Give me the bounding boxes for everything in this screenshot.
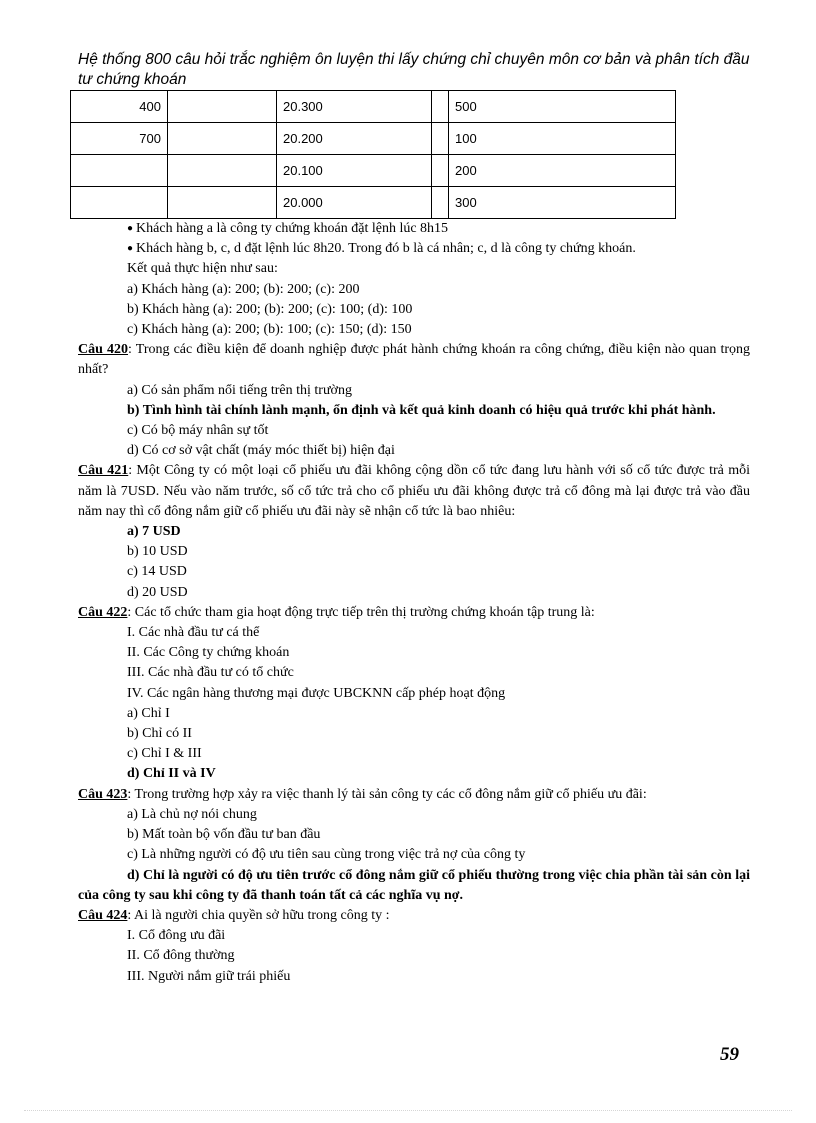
question-number: Câu 422 <box>78 604 128 620</box>
question-421 <box>78 461 750 522</box>
table-cell <box>432 91 449 123</box>
answer-option: b) Chỉ có II <box>127 726 192 742</box>
statement-item: II. Các Công ty chứng khoán <box>127 645 290 661</box>
statement-item: I. Các nhà đầu tư cá thể <box>127 625 260 641</box>
question-text: : Các tổ chức tham gia hoạt động trực tiếp trên thị trường chứng khoán tập trung là: <box>127 604 595 620</box>
table-cell: 20.300 <box>277 91 432 123</box>
question-number: Câu 424 <box>78 907 128 923</box>
question-number: Câu 421 <box>78 463 129 479</box>
table-cell <box>432 187 449 219</box>
table-cell: 100 <box>449 123 676 155</box>
table-cell <box>168 91 277 123</box>
table-cell: 20.100 <box>277 155 432 187</box>
answer-option-correct: d) Chỉ là người có độ ưu tiên trước cổ đông nắm giữ cổ phiếu thường trong việc chia phần tài sản còn lại của công ty sau khi công ty đã thanh toán tất cả các nghĩa vụ nợ. <box>78 867 750 903</box>
table-cell: 20.200 <box>277 123 432 155</box>
question-423 <box>78 785 750 805</box>
bullet-icon: ● <box>127 223 134 234</box>
question-number: Câu 420 <box>78 342 129 358</box>
answer-option: a) Là chủ nợ nói chung <box>127 806 257 822</box>
question-text: : Một Công ty có một loại cổ phiếu ưu đãi không cộng dồn cổ tức đang lưu hành với số cổ tức được trả mỗi năm là 7USD. Nếu vào năm trước, số cổ tức trả cho cổ phiếu ưu đãi không được trả cổ đông mà lại được trả vào đầu năm nay thì cổ đông nắm giữ cổ phiếu ưu đãi này sẽ nhận cổ tức là bao nhiêu: <box>78 463 750 519</box>
table-cell: 300 <box>449 187 676 219</box>
table-cell <box>71 155 168 187</box>
answer-option: c) Có bộ máy nhân sự tốt <box>127 423 269 439</box>
answer-option: a) Có sản phẩm nổi tiếng trên thị trường <box>127 382 352 398</box>
answer-option: c) Khách hàng (a): 200; (b): 100; (c): 150; (d): 150 <box>127 322 412 338</box>
table-cell: 400 <box>71 91 168 123</box>
question-number: Câu 423 <box>78 786 128 802</box>
table-row <box>71 187 676 219</box>
answer-option: b) Mất toàn bộ vốn đầu tư ban đầu <box>127 827 321 843</box>
page-header: Hệ thống 800 câu hỏi trắc nghiệm ôn luyện thi lấy chứng chỉ chuyên môn cơ bản và phân tích đầu tư chứng khoán <box>78 51 750 88</box>
table-cell: 500 <box>449 91 676 123</box>
table-cell <box>432 123 449 155</box>
table-cell: 700 <box>71 123 168 155</box>
table-cell <box>168 155 277 187</box>
question-424 <box>78 906 750 926</box>
result-label: Kết quả thực hiện như sau: <box>127 261 278 277</box>
answer-option: c) Là những người có độ ưu tiên sau cùng trong việc trả nợ của công ty <box>127 847 526 863</box>
table-cell <box>71 187 168 219</box>
table-cell <box>432 155 449 187</box>
table-cell: 200 <box>449 155 676 187</box>
answer-option: c) Chỉ I & III <box>127 746 202 762</box>
page-bottom-rule <box>24 1110 792 1111</box>
answer-option-correct: b) Tình hình tài chính lành mạnh, ổn định và kết quả kinh doanh có hiệu quả trước khi phát hành. <box>127 402 716 418</box>
answer-option: b) 10 USD <box>127 544 188 560</box>
table-row <box>71 91 676 123</box>
table-cell <box>168 123 277 155</box>
bullet-item: ● Khách hàng b, c, d đặt lệnh lúc 8h20. Trong đó b là cá nhân; c, d là công ty chứng khoán. <box>127 241 636 257</box>
bullet-item: ● Khách hàng a là công ty chứng khoán đặt lệnh lúc 8h15 <box>127 221 449 236</box>
question-text: : Ai là người chia quyền sở hữu trong công ty : <box>127 907 390 923</box>
question-text: : Trong trường hợp xảy ra việc thanh lý tài sản công ty các cổ đông nắm giữ cổ phiếu ưu đãi: <box>127 786 647 802</box>
table-cell <box>168 187 277 219</box>
answer-option: a) Chỉ I <box>127 705 170 721</box>
table-row <box>71 123 676 155</box>
statement-item: III. Các nhà đầu tư có tổ chức <box>127 665 294 681</box>
statement-item: III. Người nắm giữ trái phiếu <box>127 968 291 984</box>
answer-option: c) 14 USD <box>127 564 187 580</box>
question-420 <box>78 340 750 380</box>
statement-item: I. Cổ đông ưu đãi <box>127 928 226 944</box>
bullet-icon: ● <box>127 243 134 255</box>
answer-option-correct: d) Chỉ II và IV <box>127 766 216 782</box>
statement-item: IV. Các ngân hàng thương mại được UBCKNN cấp phép hoạt động <box>127 685 506 701</box>
statement-item: II. Cổ đông thường <box>127 948 235 964</box>
answer-option: a) Khách hàng (a): 200; (b): 200; (c): 200 <box>127 281 360 297</box>
answer-option: d) Có cơ sở vật chất (máy móc thiết bị) hiện đại <box>127 443 395 459</box>
answer-option: d) 20 USD <box>127 584 188 600</box>
question-text: : Trong các điều kiện để doanh nghiệp được phát hành chứng khoán ra công chứng, điều kiện nào quan trọng nhất? <box>78 342 750 378</box>
page-number: 59 <box>720 1044 739 1065</box>
table-row <box>71 155 676 187</box>
answer-option: b) Khách hàng (a): 200; (b): 200; (c): 100; (d): 100 <box>127 301 413 317</box>
order-table <box>70 90 676 219</box>
question-422 <box>78 603 750 623</box>
answer-option-correct: a) 7 USD <box>127 524 181 540</box>
table-cell: 20.000 <box>277 187 432 219</box>
body-text <box>78 219 750 987</box>
